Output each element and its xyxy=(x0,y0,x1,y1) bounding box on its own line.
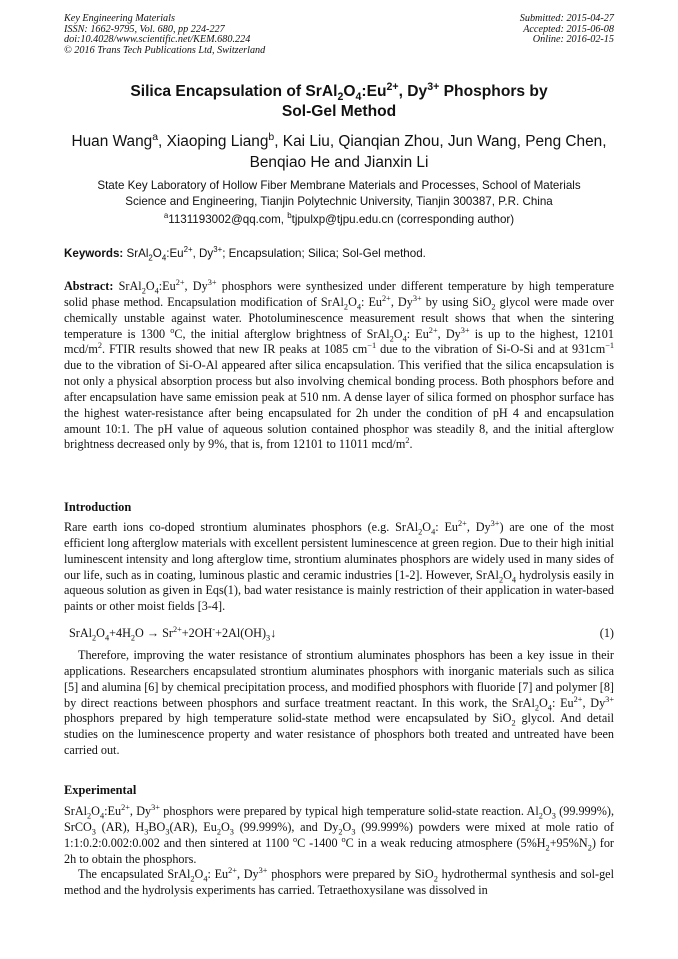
paper-page: Key Engineering Materials ISSN: 1662-9795, Vol. 680, pp 224-227 doi:10.4028/www.scientific.net/KEM.680.224 © 2016 Trans Tech Publications Ltd, Switzerland Submitted: 2015-04-27 Accepted: 2015-06-08 Online: 2016-02-15 Silica Encapsulation of $SrAl_2O_4:Eu^{2+}$, $Dy^{3+}$ Phosphors by Sol-Gel Method Huan Wang$^a$, Xiaoping Liang$^b$, Kai Liu, Qianqian Zhou, Jun Wang, Peng Chen, Benqiao He and Jianxin Li State Key Laboratory of Hollow Fiber Membrane Materials and Processes, School of Materials Science and Engineering, Tianjin Polytechnic University, Tianjin 300387, P.R. China $^a$1131193002@qq.com, $^b$tjpulxp@tjpu.edu.cn (corresponding author) Keywords: $SrAl_2O_4:Eu^{2+}$, $Dy^{3+}$; Encapsulation; Silica; Sol-Gel method. Abstract: $SrAl_2O_4:Eu^{2+}$, $Dy^{3+}$ phosphors were synthesized under different temperature by high temperature solid phase method. Encapsulation modification of $SrAl_2O_4$: $Eu^{2+}$, $Dy^{3+}$ by using SiO$_2$ glycol were made over chemically unstable against water. Photoluminescence measurement result shows that when the sintering temperature is 1300 $^o$C, the initial afterglow brightness of $SrAl_2O_4$: $Eu^{2+}$, $Dy^{3+}$ is up to the highest, 12101 mcd/$m^2$. FTIR results showed that new IR peaks at 1085 $cm^{-1}$ due to the vibration of Si-O-Si and at $931cm^{-1}$ due to the vibration of Si-O-Al appeared after silica encapsulation. This verified that the silica encapsulation is not only a physical absorption process but also involving chemical bonding process. Both phosphors before and after encapsulation have same emission peak at 510 nm. A dense layer of silica formed on phosphor surface has the highest water-resistance after being encapsulated for 2h under the condition of pH 4 and encapsulation amount 10:1. The pH value of aqueous solution contained phosphor was steadily 8, and the initial afterglow brightness decreased only by 9%, that is, from 12101 to 11011 mcd/$m^2$. Introduction Rare earth ions co-doped strontium aluminates phosphors (e.g. $SrAl_2O_4$: $Eu^{2+}$, $Dy^{3+}$) are one of the most efficient long afterglow materials with excellent persistent luminescence at green region. Due to their high initial luminescent intensity and long afterglow time, strontium aluminates phosphors are widely used in many sides of our life, such as in coating, luminous plastic and ceramic industries [1-2]. However, $SrAl_2O_4$ hydrolysis easily in aqueous solution as given in Eqs(1), bad water resistance is mainly restriction of their application in water-based paints or other moist fields [3-4]. $SrAl_2O_4+4H_2O$ → $Sr^{2+}+2OH^-+2Al(OH)_3↓$ (1) Therefore, improving the water resistance of strontium aluminates phosphors has been a key issue in their applications. Researchers encapsulated strontium aluminates phosphors with inorganic materials such as silica [5] and alumina [6] by chemical precipitation process, and modified phosphors with fluoride [7] and polymer [8] by direct reactions between phosphors and surface treatment reactant. In this work, the $SrAl_2O_4$: $Eu^{2+}$, $Dy^{3+}$ phosphors prepared by high temperature solid-state method were encapsulated by SiO$_2$ glycol. And detail studies on the luminescence property and water resistance of phosphors both treated and untreated have been carried out. Experimental $SrAl_2O_4:Eu^{2+}$, $Dy^{3+}$ phosphors were prepared by typical high temperature solid-state reaction. $Al_2O_3$ (99.999%), SrCO$_3$ (AR), $H_3BO_3(AR)$, $Eu_2O_3$ (99.999%), and $Dy_2O_3$ (99.999%) powders were mixed at mole ratio of 1:1:0.2:0.002:0.002 and then sintered at 1100 $^o$C -1400 $^o$C in a weak reducing atmosphere $(5\%H_2+95\%N_2)$ for 2h to obtain the phosphors. The encapsulated $SrAl_2O_4$: $Eu^{2+}$, $Dy^{3+}$ phosphors were prepared by SiO$_2$ hydrothermal synthesis and sol-gel method and the hydrolysis experiments has carried. Tetraethoxysilane was dissolved in xyxy=(64,13,615,898)
abstract: Abstract: $SrAl_2O_4:Eu^{2+}$, $Dy^{3+}$ phosphors were synthesized under different temperature by high temperature solid phase method. Encapsulation modification of $SrAl_2O_4$: $Eu^{2+}$, $Dy^{3+}$ by using SiO$_2$ glycol were made over chemically unstable against water. Photoluminescence measurement result shows that when the sintering temperature is 1300 $^o$C, the initial afterglow brightness of $SrAl_2O_4$: $Eu^{2+}$, $Dy^{3+}$ is up to the highest, 12101 mcd/$m^2$. FTIR results showed that new IR peaks at 1085 $cm^{-1}$ due to the vibration of Si-O-Si and at $931cm^{-1}$ due to the vibration of Si-O-Al appeared after silica encapsulation. This verified that the silica encapsulation is not only a physical absorption process but also involving chemical bonding process. Both phosphors before and after encapsulation have same emission peak at 510 nm. A dense layer of silica formed on phosphor surface has the highest water-resistance after being encapsulated for 2h under the condition of pH 4 and encapsulation amount 10:1. The pH value of aqueous solution contained phosphor was steadily 8, and the initial afterglow brightness decreased only by 9%, that is, from 12101 to 11011 mcd/$m^2$. xyxy=(64,277,615,452)
dates-header xyxy=(520,14,614,46)
doi-line[interactable]: doi:10.4028/www.scientific.net/KEM.680.224 xyxy=(64,34,251,46)
introduction-paragraph-2: Therefore, improving the water resistance of strontium aluminates phosphors has been a key issue in their applications. Researchers encapsulated strontium aluminates phosphors with inorganic materials such as silica [5] and alumina [6] by chemical precipitation process, and modified phosphors with fluoride [7] and polymer [8] by direct reactions between phosphors and surface treatment reactant. In this work, the $SrAl_2O_4$: $Eu^{2+}$, $Dy^{3+}$ phosphors prepared by high temperature solid-state method were encapsulated by SiO$_2$ glycol. And detail studies on the luminescence property and water resistance of phosphors both treated and untreated have been carried out. xyxy=(64,648,615,758)
submitted-date: Submitted: 2015-04-27 xyxy=(519,13,614,24)
keywords: Keywords: $SrAl_2O_4:Eu^{2+}$, $Dy^{3+}$; Encapsulation; Silica; Sol-Gel method. xyxy=(64,245,426,263)
paper-title: Silica Encapsulation of $SrAl_2O_4:Eu^{2+}$, $Dy^{3+}$ Phosphors by Sol-Gel Method xyxy=(130,80,548,120)
author-list: Huan Wang$^a$, Xiaoping Liang$^b$, Kai Liu, Qianqian Zhou, Jun Wang, Peng Chen, Benqiao He and Jianxin Li xyxy=(71,131,607,171)
issn-line: ISSN: 1662-9795, Vol. 680, pp 224-227 xyxy=(64,23,225,35)
copyright-line: © 2016 Trans Tech Publications Ltd, Switzerland xyxy=(64,44,266,56)
introduction-paragraph-1: Rare earth ions co-doped strontium aluminates phosphors (e.g. $SrAl_2O_4$: $Eu^{2+}$, $Dy^{3+}$) are one of the most efficient long afterglow materials with excellent persistent luminescence at green region. Due to their high initial luminescent intensity and long afterglow time, strontium aluminates phosphors are widely used in many sides of our life, such as in coating, luminous plastic and ceramic industries [1-2]. However, $SrAl_2O_4$ hydrolysis easily in aqueous solution as given in Eqs(1), bad water resistance is mainly restriction of their application in water-based paints or other moist fields [3-4]. xyxy=(64,518,614,614)
introduction-heading: Introduction xyxy=(64,500,132,514)
experimental-heading: Experimental xyxy=(64,783,137,797)
online-date: Online: 2016-02-15 xyxy=(532,34,614,46)
author-emails[interactable]: $^a$1131193002@qq.com, $^b$tjpulxp@tjpu.edu.cn (corresponding author) xyxy=(163,211,515,226)
accepted-date: Accepted: 2015-06-08 xyxy=(523,23,614,35)
experimental-section: $SrAl_2O_4:Eu^{2+}$, $Dy^{3+}$ phosphors were prepared by typical high temperature solid-state reaction. $Al_2O_3$ (99.999%), SrCO$_3$ (AR), $H_3BO_3(AR)$, $Eu_2O_3$ (99.999%), and $Dy_2O_3$ (99.999%) powders were mixed at mole ratio of 1:1:0.2:0.002:0.002 and then sintered at 1100 $^o$C -1400 $^o$C in a weak reducing atmosphere $(5\%H_2+95\%N_2)$ for 2h to obtain the phosphors. The encapsulated $SrAl_2O_4$: $Eu^{2+}$, $Dy^{3+}$ phosphors were prepared by SiO$_2$ hydrothermal synthesis and sol-gel method and the hydrolysis experiments has carried. Tetraethoxysilane was dissolved in xyxy=(64,802,614,898)
journal-header xyxy=(64,14,265,56)
equation-number: (1) xyxy=(599,626,614,640)
affiliation: State Key Laboratory of Hollow Fiber Membrane Materials and Processes, School of Materials Science and Engineering, Tianjin Polytechnic University, Tianjin 300387, P.R. China xyxy=(97,179,581,208)
journal-name: Key Engineering Materials xyxy=(64,13,175,24)
